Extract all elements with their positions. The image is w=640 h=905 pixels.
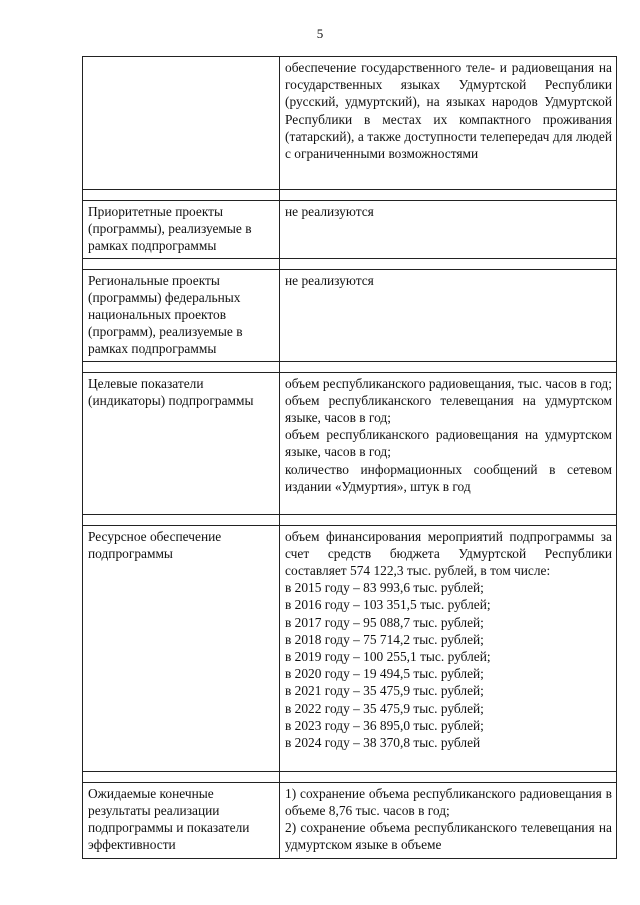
spacer-cell [280, 190, 617, 201]
row-spacer [83, 258, 617, 269]
spacer-cell [280, 361, 617, 372]
indicator-line: объем республиканского телевещания на удмуртском языке, часов в год; [285, 392, 612, 426]
subprogram-passport-table [82, 56, 617, 859]
row-value: обеспечение государственного теле- и радиовещания на государственных языках Удмуртской Республики (русский, удмуртский), на языках народов Удмуртской Республики в местах их компактного проживания (татарский), а также доступности телепередач для людей с ограниченными возможностями [280, 57, 617, 190]
funding-year-line: в 2015 году – 83 993,6 тыс. рублей; [285, 580, 484, 596]
row-label: Приоритетные проекты (программы), реализуемые в рамках подпрограммы [83, 201, 280, 259]
funding-year-line: в 2024 году – 38 370,8 тыс. рублей [285, 735, 481, 751]
indicator-line: объем республиканского радиовещания, тыс. часов в год; [285, 375, 612, 391]
spacer-cell [83, 771, 280, 782]
funding-year-line: в 2018 году – 75 714,2 тыс. рублей; [285, 631, 484, 647]
spacer-cell [83, 514, 280, 525]
table-row-regional-projects [83, 269, 617, 361]
spacer-cell [83, 190, 280, 201]
spacer-cell [280, 771, 617, 782]
indicator-line: объем республиканского радиовещания на удмуртском языке, часов в год; [285, 427, 612, 460]
funding-year-line: в 2019 году – 100 255,1 тыс. рублей; [285, 649, 491, 665]
table-row-priority-projects [83, 201, 617, 259]
funding-total-line: объем финансирования мероприятий подпрограммы за счет средств бюджета Удмуртской Республики составляет 574 122,3 тыс. рублей, в том числе: [285, 528, 612, 579]
row-label: Целевые показатели (индикаторы) подпрограммы [83, 372, 280, 514]
row-value [280, 525, 617, 771]
indicator-line: количество информационных сообщений в сетевом издании «Удмуртия», штук в год [285, 461, 612, 494]
funding-year-line: в 2016 году – 103 351,5 тыс. рублей; [285, 597, 491, 613]
spacer-cell [280, 258, 617, 269]
spacer-cell [280, 514, 617, 525]
row-value: не реализуются [280, 201, 617, 259]
table-row-target-indicators [83, 372, 617, 514]
funding-year-line: в 2023 году – 36 895,0 тыс. рублей; [285, 717, 484, 733]
spacer-cell [83, 258, 280, 269]
row-label: Ресурсное обеспечение подпрограммы [83, 525, 280, 771]
row-label: Ожидаемые конечные результаты реализации подпрограммы и показатели эффективности [83, 782, 280, 858]
row-value [280, 782, 617, 858]
table-row-expected-results [83, 782, 617, 858]
row-label: Региональные проекты (программы) федеральных национальных проектов (программ), реализуемые в рамках подпрограммы [83, 269, 280, 361]
funding-year-line: в 2017 году – 95 088,7 тыс. рублей; [285, 614, 484, 630]
result-line: 1) сохранение объема республиканского радиовещания в объеме 8,76 тыс. часов в год; [285, 785, 612, 818]
funding-year-line: в 2021 году – 35 475,9 тыс. рублей; [285, 683, 484, 699]
row-spacer [83, 771, 617, 782]
row-value: не реализуются [280, 269, 617, 361]
page-number: 5 [316, 26, 324, 41]
row-spacer [83, 361, 617, 372]
row-label [83, 57, 280, 190]
result-line: 2) сохранение объема республиканского телевещания на удмуртском языке в объеме [285, 820, 612, 853]
spacer-cell [83, 361, 280, 372]
funding-year-line: в 2020 году – 19 494,5 тыс. рублей; [285, 666, 484, 682]
table-row-goals-continuation [83, 57, 617, 190]
table-row-resource-support [83, 525, 617, 771]
row-value [280, 372, 617, 514]
row-spacer [83, 190, 617, 201]
funding-year-line: в 2022 году – 35 475,9 тыс. рублей; [285, 700, 484, 716]
row-spacer [83, 514, 617, 525]
